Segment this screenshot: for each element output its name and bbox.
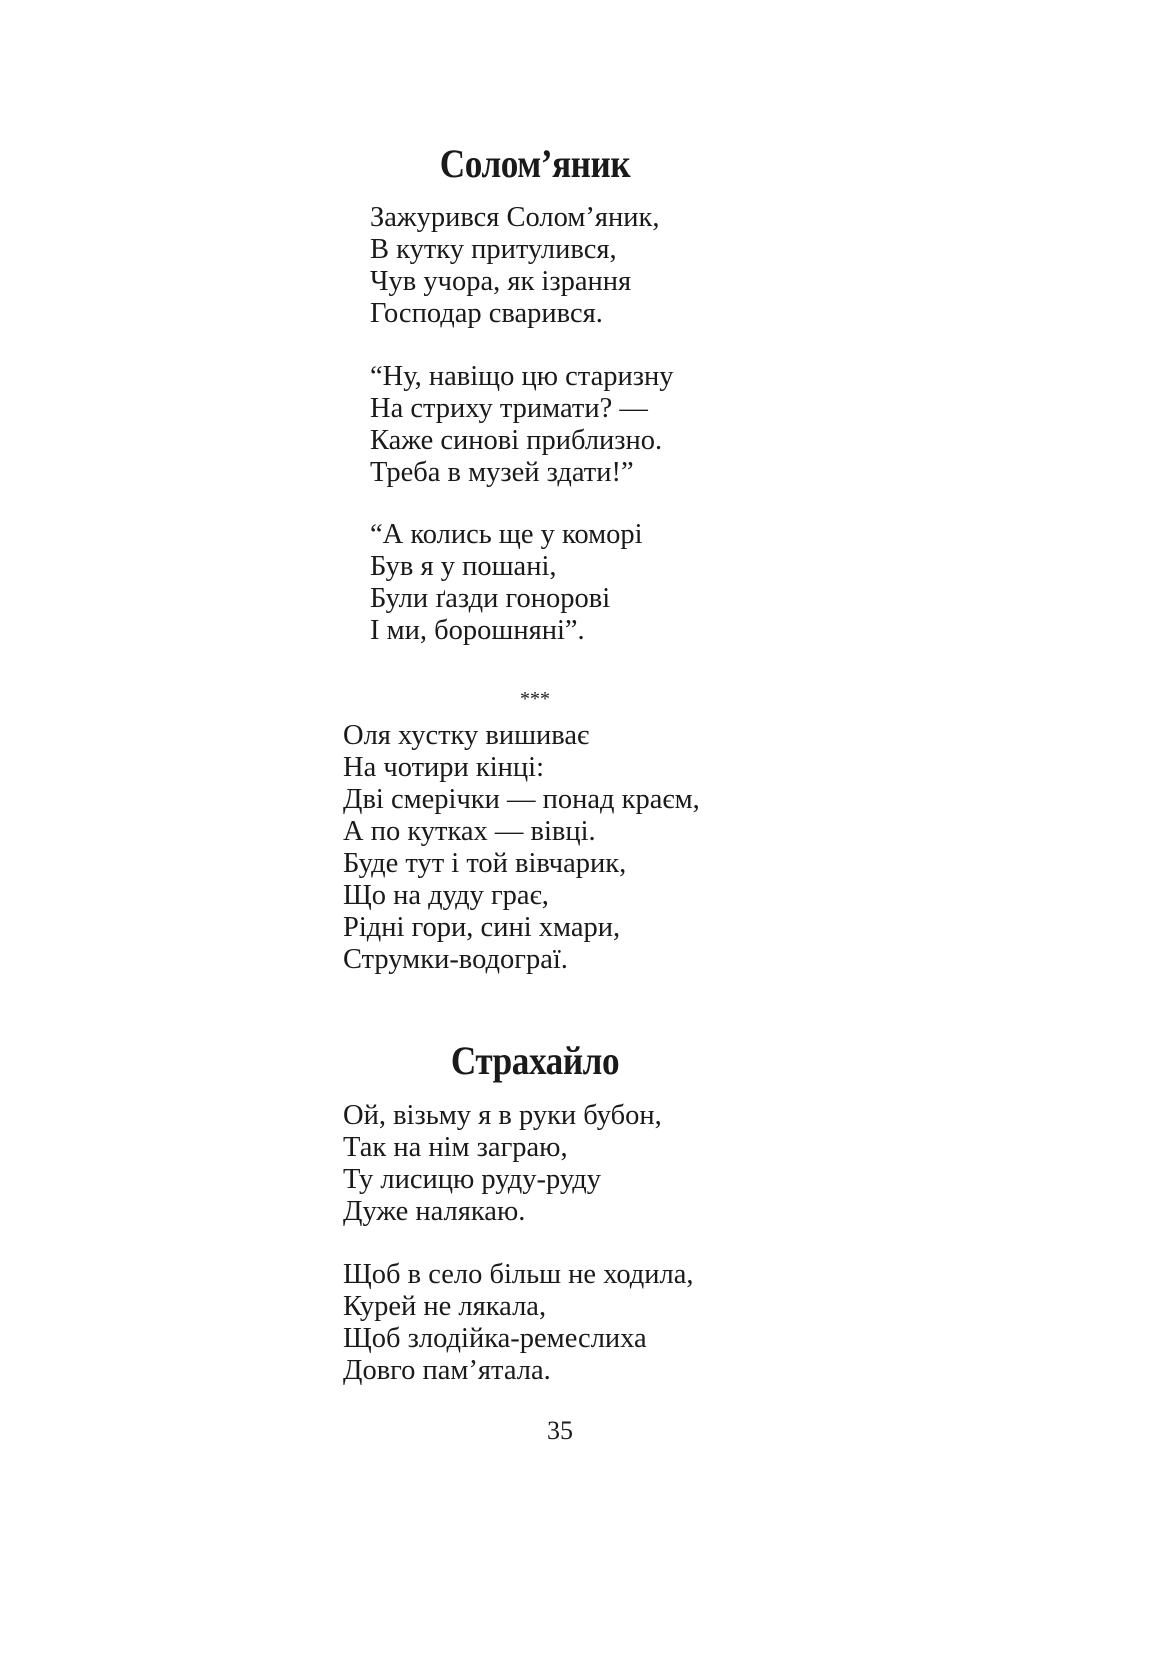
- section-separator: ***: [520, 688, 550, 710]
- poem-title: Солом’яник: [439, 141, 631, 186]
- stanza: [370, 519, 643, 647]
- verse-line: Щоб злодійка-ремеслиха: [343, 1323, 647, 1354]
- verse-line: Рідні гори, сині хмари,: [343, 912, 621, 943]
- stanza: [343, 720, 700, 976]
- verse-line: Ту лисицю руду-руду: [343, 1164, 602, 1195]
- verse-line: Струмки-водограї.: [343, 944, 568, 975]
- verse-line: Був я у пошані,: [370, 551, 557, 582]
- verse-line: А по кутках — вівці.: [343, 816, 596, 847]
- verse-line: Треба в музей здати!”: [370, 457, 634, 488]
- verse-line: На стриху тримати? —: [370, 393, 648, 424]
- verse-line: Господар сварився.: [370, 298, 603, 329]
- verse-line: Дуже налякаю.: [343, 1196, 526, 1227]
- verse-line: Буде тут і той вівчарик,: [343, 848, 627, 879]
- verse-line: Довго пам’ятала.: [343, 1355, 551, 1386]
- verse-line: Оля хустку вишиває: [343, 720, 590, 751]
- verse-line: Що на дуду грає,: [343, 880, 549, 911]
- page-number: 35: [547, 1416, 573, 1445]
- verse-line: “А колись ще у коморі: [370, 519, 643, 550]
- verse-line: Ой, візьму я в руки бубон,: [343, 1100, 662, 1131]
- verse-line: В кутку притулився,: [370, 234, 617, 265]
- verse-line: Каже синові приблизно.: [370, 425, 663, 456]
- verse-line: Дві смерічки — понад краєм,: [343, 784, 700, 815]
- stanza: [343, 1100, 662, 1228]
- stanza: [370, 202, 659, 330]
- verse-line: Були ґазди гонорові: [370, 583, 611, 614]
- verse-line: Курей не лякала,: [343, 1291, 547, 1322]
- verse-line: Так на нім заграю,: [343, 1132, 568, 1163]
- stanza: [343, 1259, 694, 1387]
- verse-line: Щоб в село більш не ходила,: [343, 1259, 694, 1290]
- verse-line: І ми, борошняні”.: [370, 615, 585, 646]
- stanza: [370, 361, 674, 489]
- verse-line: Зажурився Солом’яник,: [370, 202, 660, 233]
- verse-line: На чотири кінці:: [343, 752, 545, 783]
- verse-line: Чув учора, як ізрання: [370, 266, 632, 297]
- verse-line: “Ну, навіщо цю старизну: [370, 361, 674, 392]
- poem-title: Страхайло: [450, 1038, 620, 1083]
